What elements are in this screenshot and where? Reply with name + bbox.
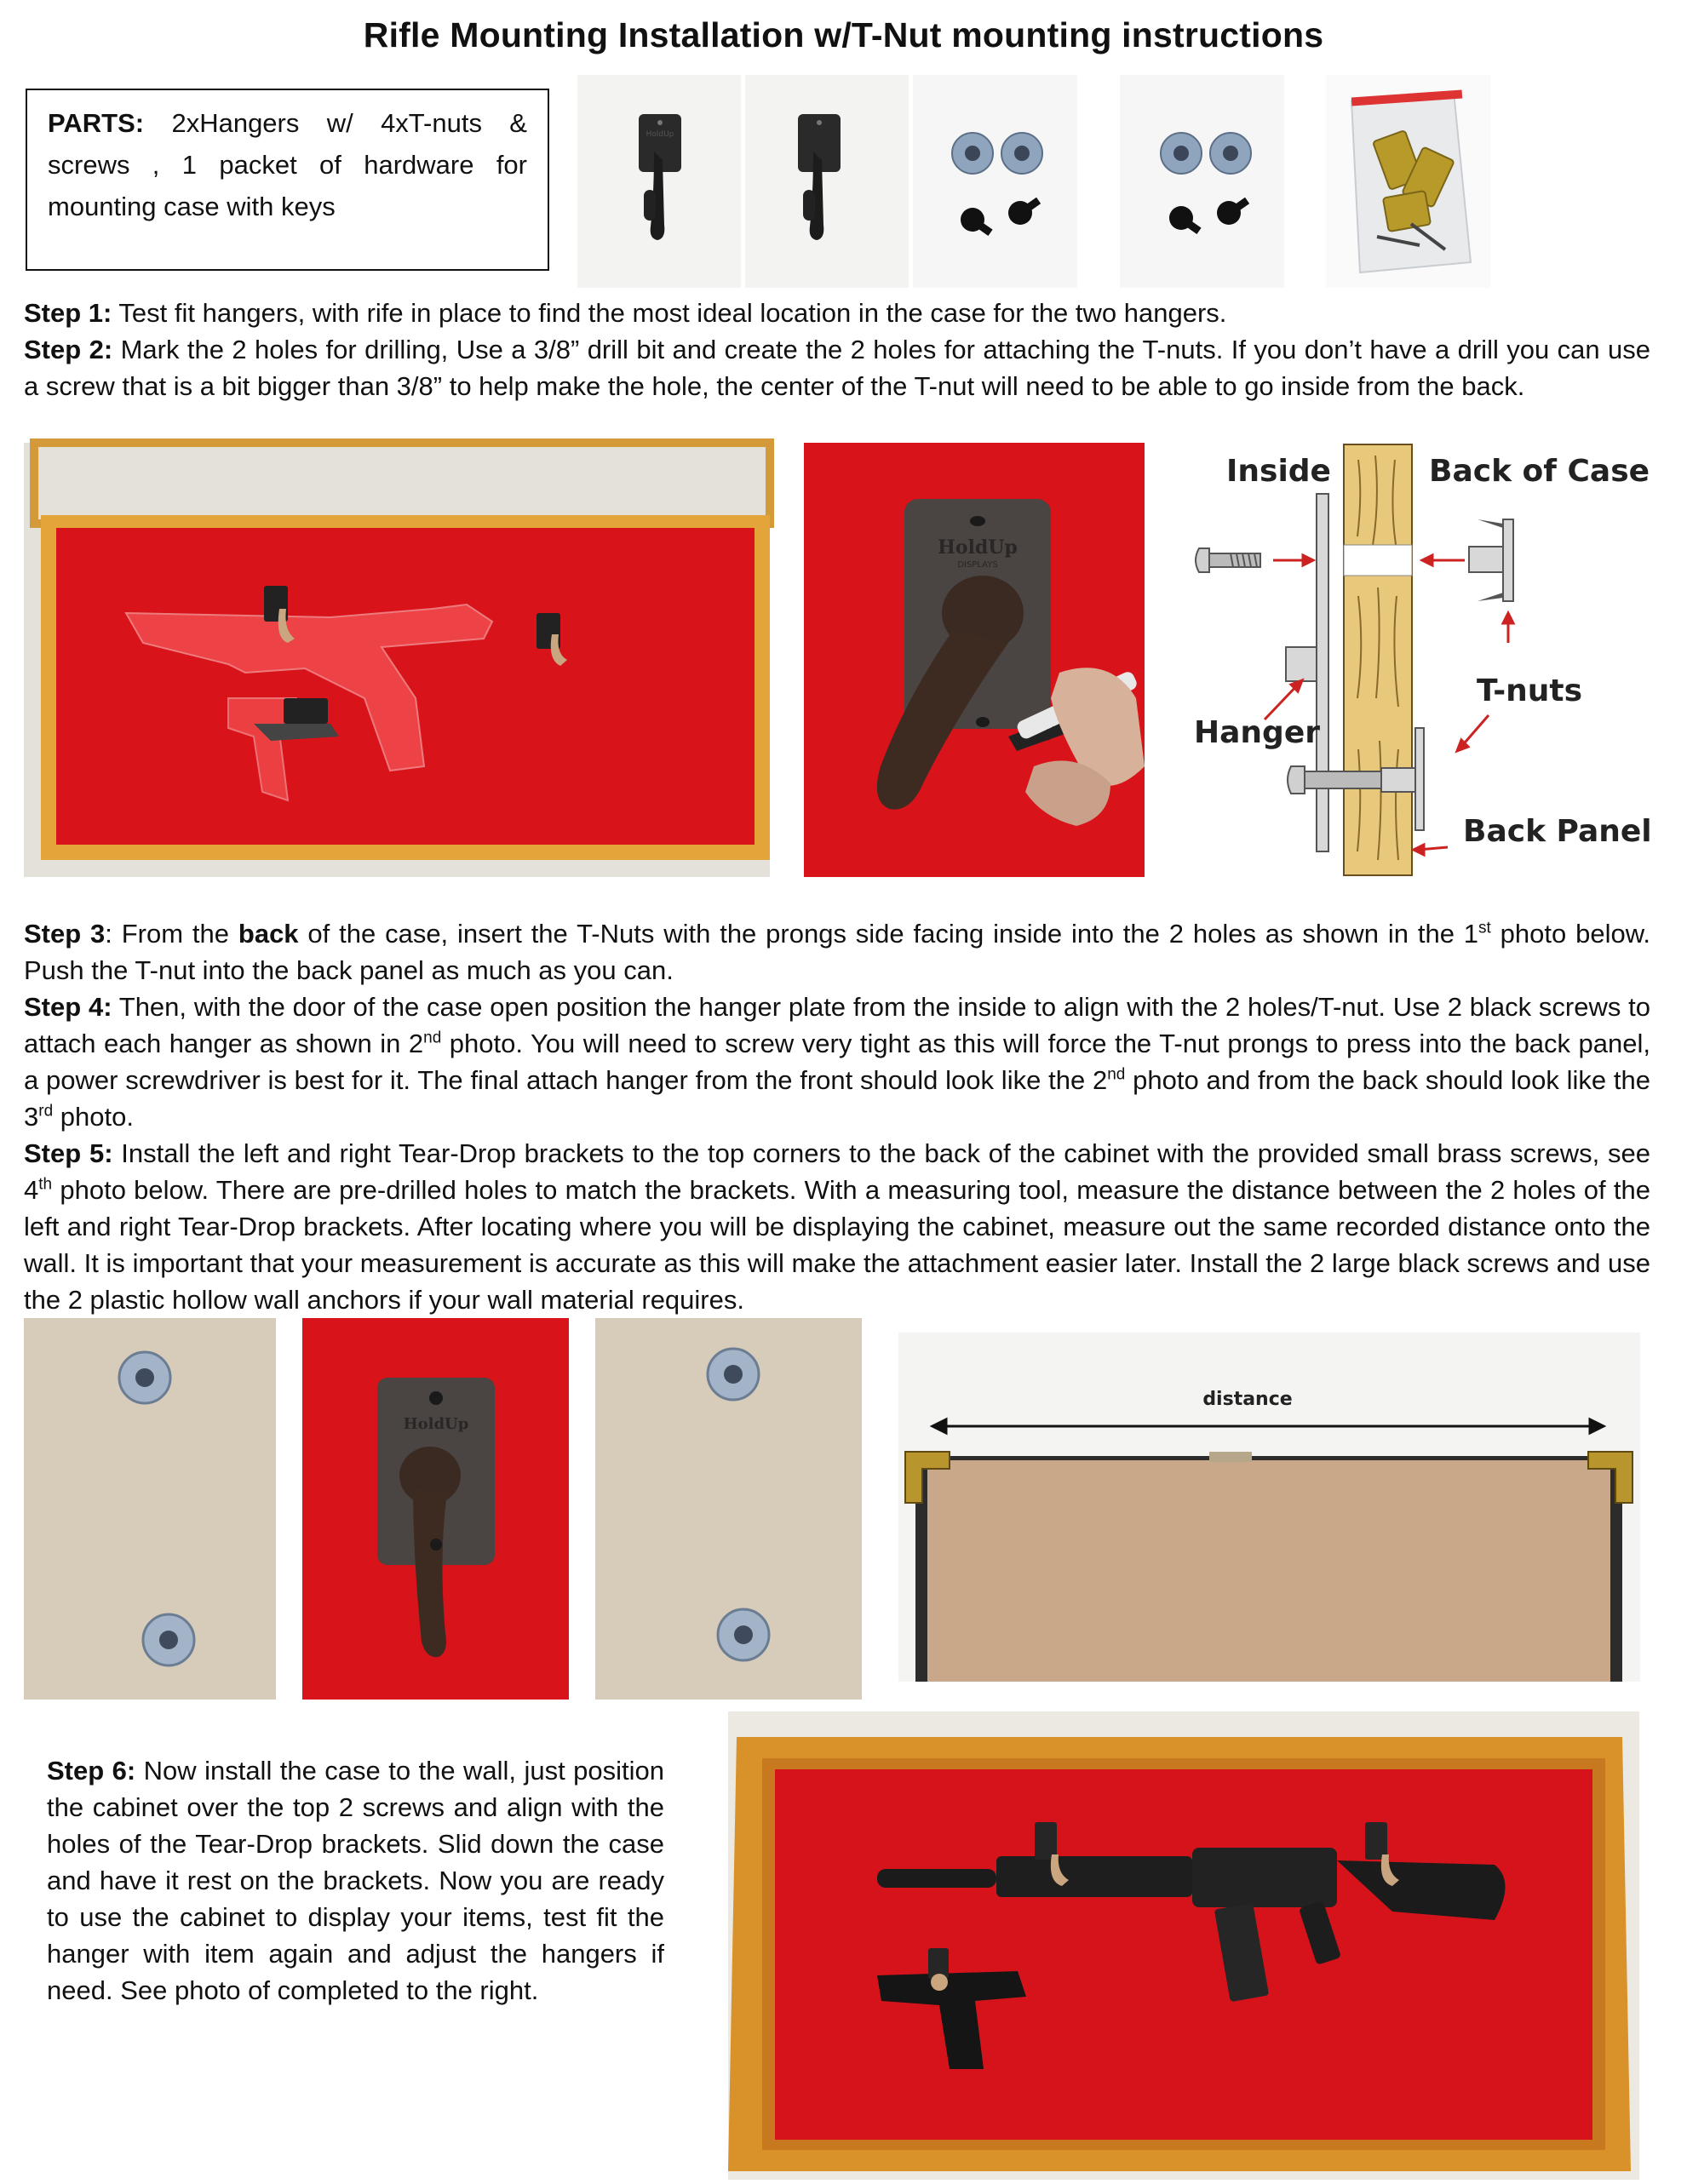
step-6-text: Now install the case to the wall, just position the cabinet over the top 2 screws and align with the holes of the Tear-Drop brackets. Slid down the case and have it rest on the brackets. Now you are ready to use the cabinet to display your items, test fit the hanger with item again and adjust the hangers if need. See photo of completed to the right.	[47, 1756, 664, 2005]
photo-case-template	[24, 443, 770, 877]
parts-box	[26, 89, 549, 271]
step-3-sup: st	[1478, 919, 1491, 937]
photo-tnuts-back	[24, 1318, 276, 1700]
step-3-label: Step 3	[24, 919, 106, 949]
photo-back-screws	[595, 1318, 862, 1700]
step-1	[24, 295, 1650, 331]
hanger-brand-sub: DISPLAYS	[957, 560, 998, 570]
photo-hanger-front	[302, 1318, 569, 1700]
hanger-front-brand: HoldUp	[403, 1415, 469, 1433]
step-2-text: Mark the 2 holes for drilling, Use a 3/8” drill bit and create the 2 holes for attaching the T-nuts. If you don’t have a drill you can use a screw that is a bit bigger than 3/8” to help make the hole, the center of the T-nut will need to be able to go inside from the back.	[24, 335, 1650, 401]
step-5-label: Step 5:	[24, 1138, 113, 1168]
step-4-label: Step 4:	[24, 992, 112, 1022]
parts-label: PARTS:	[48, 108, 145, 138]
step-2	[24, 331, 1650, 404]
photo-hardware-packet	[1326, 75, 1490, 288]
diagram-hanger-label: Hanger	[1194, 715, 1320, 750]
step-6-label: Step 6:	[47, 1756, 136, 1786]
photo-completed-case	[728, 1711, 1639, 2180]
photo-tnuts-2	[1120, 75, 1284, 288]
step-4-text-d: photo.	[53, 1102, 134, 1132]
diagram-inside-label: Inside	[1226, 454, 1331, 489]
step-3-5-text	[24, 915, 1650, 1318]
step-4-text-c: photo and from the back should look like the 3	[24, 1065, 1650, 1132]
step-5-text-b: photo below. There are pre-drilled holes to match the brackets. With a measuring tool, measure the distance between the 2 holes of the left and right Tear-Drop brackets. After locating where you will be displaying the cabinet, measure out the same recorded distance onto the wall. It is important that your measurement is accurate as this will make the attachment easier later. Install the 2 large black screws and use the 2 plastic hollow wall anchors if your wall material requires.	[24, 1175, 1650, 1315]
step-4-text-b: photo. You will need to screw very tight as this will force the T-nut prongs to press into the back panel, a power screwdriver is best for it. The final attach hanger from the front should look like the 2	[24, 1029, 1650, 1095]
step-1-2-text	[24, 295, 1650, 404]
t-nut-diagram	[1184, 443, 1652, 877]
step-4-sup-3: rd	[38, 1102, 54, 1121]
step-3	[24, 915, 1650, 989]
step-4	[24, 989, 1650, 1135]
step-2-label: Step 2:	[24, 335, 113, 364]
page-title: Rifle Mounting Installation w/T-Nut mounting instructions	[363, 15, 1324, 54]
step-3-text-a: : From the	[105, 919, 238, 949]
hanger-brand-label: HoldUp	[938, 536, 1018, 559]
step-5	[24, 1135, 1650, 1318]
step-3-text-b: of the case, insert the T-Nuts with the prongs side facing inside into the 2 holes as shown in the 1	[298, 919, 1479, 949]
distance-label: distance	[1202, 1389, 1293, 1410]
step-5-sup: th	[38, 1175, 53, 1194]
step-3-text-c: photo below. Push the T-nut into the back panel as much as you can.	[24, 919, 1651, 985]
parts-text: 2xHangers w/ 4xT-nuts & screws , 1 packet of hardware for mounting case with keys	[48, 108, 527, 221]
step-4-sup-2: nd	[1107, 1065, 1126, 1084]
step-1-label: Step 1:	[24, 298, 112, 328]
step-3-bold: back	[238, 919, 299, 949]
diagram-tnuts-label: T-nuts	[1476, 674, 1583, 708]
hanger-brand-text: HoldUp	[646, 130, 674, 139]
photo-marking-holes	[804, 443, 1145, 877]
photo-hanger-1	[577, 75, 741, 288]
step-4-sup-1: nd	[423, 1029, 442, 1047]
photo-bracket-distance	[898, 1333, 1640, 1682]
diagram-back-panel-label: Back Panel	[1463, 814, 1652, 849]
photo-hanger-2	[745, 75, 909, 288]
photo-tnuts-1	[913, 75, 1077, 288]
step-5-text-a: Install the left and right Tear-Drop brackets to the top corners to the back of the cabinet with the provided small brass screws, see 4	[24, 1138, 1650, 1205]
diagram-back-of-case-label: Back of Case	[1429, 454, 1650, 489]
step-6	[47, 1752, 664, 2009]
step-4-text-a: Then, with the door of the case open position the hanger plate from the inside to align with the 2 holes/T-nut. Use 2 black screws to attach each hanger as shown in 2	[24, 992, 1650, 1058]
step-1-text: Test fit hangers, with rife in place to find the most ideal location in the case for the two hangers.	[118, 298, 1227, 328]
